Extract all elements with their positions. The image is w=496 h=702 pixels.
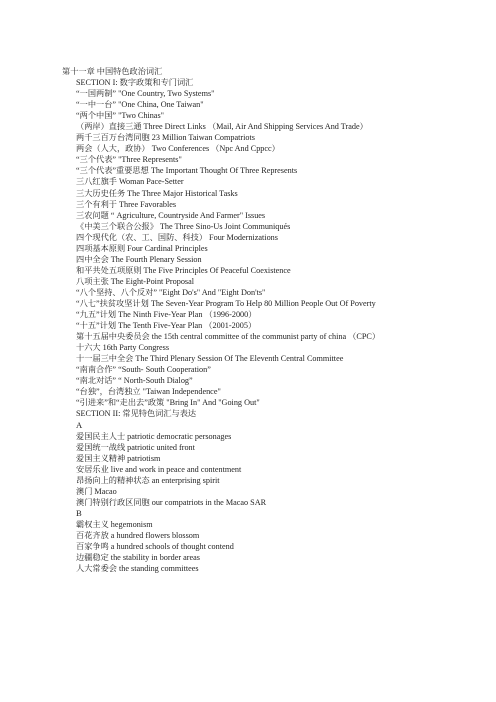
glossary-line: 两千三百万台湾同胞 23 Million Taiwan Compatriots	[76, 133, 255, 143]
glossary-line: SECTION I: 数字政策和专门词汇	[76, 78, 194, 88]
glossary-line: 十六大 16th Party Congress	[76, 343, 170, 353]
glossary-line: 八项主张 The Eight-Point Proposal	[76, 276, 195, 286]
glossary-line: 三大历史任务 The Three Major Historical Tasks	[76, 188, 238, 198]
glossary-line: 《中美三个联合公报》 The Three Sino-Us Joint Communiqués	[76, 221, 291, 231]
glossary-line: 四项基本原则 Four Cardinal Principles	[76, 243, 208, 253]
glossary-line: 爱国主义精神 patriotism	[76, 453, 161, 463]
glossary-line: 人大常委会 the standing committees	[76, 564, 199, 574]
glossary-line: 三个有利于 Three Favorables	[76, 199, 177, 209]
glossary-line: “九五”计划 The Ninth Five-Year Plan （1996-2000）	[76, 310, 257, 320]
glossary-line: “一国两制” "One Country, Two Systems"	[76, 89, 215, 99]
glossary-line: 三农问题 “ Agriculture, Countryside And Farmer" Issues	[76, 210, 266, 220]
glossary-line: “引进来”和“走出去”政策 "Bring In" And "Going Out"	[76, 398, 260, 408]
glossary-line: “十五”计划 The Tenth Five-Year Plan （2001-2005）	[76, 321, 257, 331]
glossary-line: 两会（人大，政协） Two Conferences （Npc And Cppcc）	[76, 144, 280, 154]
glossary-line: “南北对话” “ North-South Dialog”	[76, 376, 193, 386]
glossary-line: 爱国统一战线 patriotic united front	[76, 442, 195, 452]
glossary-line: “两个中国” "Two Chinas"	[76, 111, 164, 121]
section-letter: A	[76, 419, 83, 430]
chapter-title: 第十一章 中国特色政治词汇	[62, 67, 163, 76]
glossary-line: 边疆稳定 the stability in border areas	[76, 553, 200, 563]
glossary-line: 安居乐业 live and work in peace and contentment	[76, 464, 242, 474]
glossary-line: 四个现代化（农、工、国防、科技） Four Modernizations	[76, 232, 278, 242]
glossary-line: SECTION II: 常见特色词汇与表达	[76, 409, 197, 419]
glossary-text	[62, 66, 482, 574]
glossary-line: “三个代表” "Three Represents"	[76, 155, 182, 165]
glossary-line: 百花齐放 a hundred flowers blossom	[76, 530, 200, 540]
section-letter: B	[76, 507, 82, 518]
glossary-line: 澳门特别行政区同胞 our compatriots in the Macao SAR	[76, 497, 267, 507]
glossary-line: “一中一台” "One China, One Taiwan"	[76, 100, 204, 110]
glossary-line: “八七”扶贫攻坚计划 The Seven-Year Program To Help 80 Million People Out Of Poverty	[76, 298, 376, 308]
glossary-line: 澳门 Macao	[76, 486, 117, 496]
glossary-line: 昂扬向上的精神状态 an enterprising spirit	[76, 475, 220, 485]
glossary-line: 十一届三中全会 The Third Plenary Session Of The Eleventh Central Committee	[76, 354, 344, 364]
glossary-line: 第十五届中央委员会 the 15th central committee of the communist party of china （CPC）	[76, 332, 381, 342]
glossary-line: 霸权主义 hegemonism	[76, 519, 153, 529]
glossary-line: 三八红旗手 Woman Pace-Setter	[76, 177, 184, 187]
glossary-line: “南南合作” “South- South Cooperation”	[76, 365, 211, 375]
glossary-line: “三个代表”重要思想 The Important Thought Of Three Represents	[76, 166, 298, 176]
glossary-line: “台独”，台湾独立 "Taiwan Independence"	[76, 387, 221, 397]
glossary-line: 百家争鸣 a hundred schools of thought contend	[76, 542, 234, 552]
glossary-line: （两岸）直接三通 Three Direct Links （Mail, Air And Shipping Services And Trade）	[76, 122, 368, 132]
glossary-line: “八个坚持、八个反对” "Eight Do's" And "Eight Don'ts"	[76, 287, 266, 297]
glossary-line: 和平共处五项原则 The Five Principles Of Peaceful Coexistence	[76, 265, 291, 275]
glossary-line: 爱国民主人士 patriotic democratic personages	[76, 431, 232, 441]
glossary-line: 四中全会 The Fourth Plenary Session	[76, 254, 202, 264]
